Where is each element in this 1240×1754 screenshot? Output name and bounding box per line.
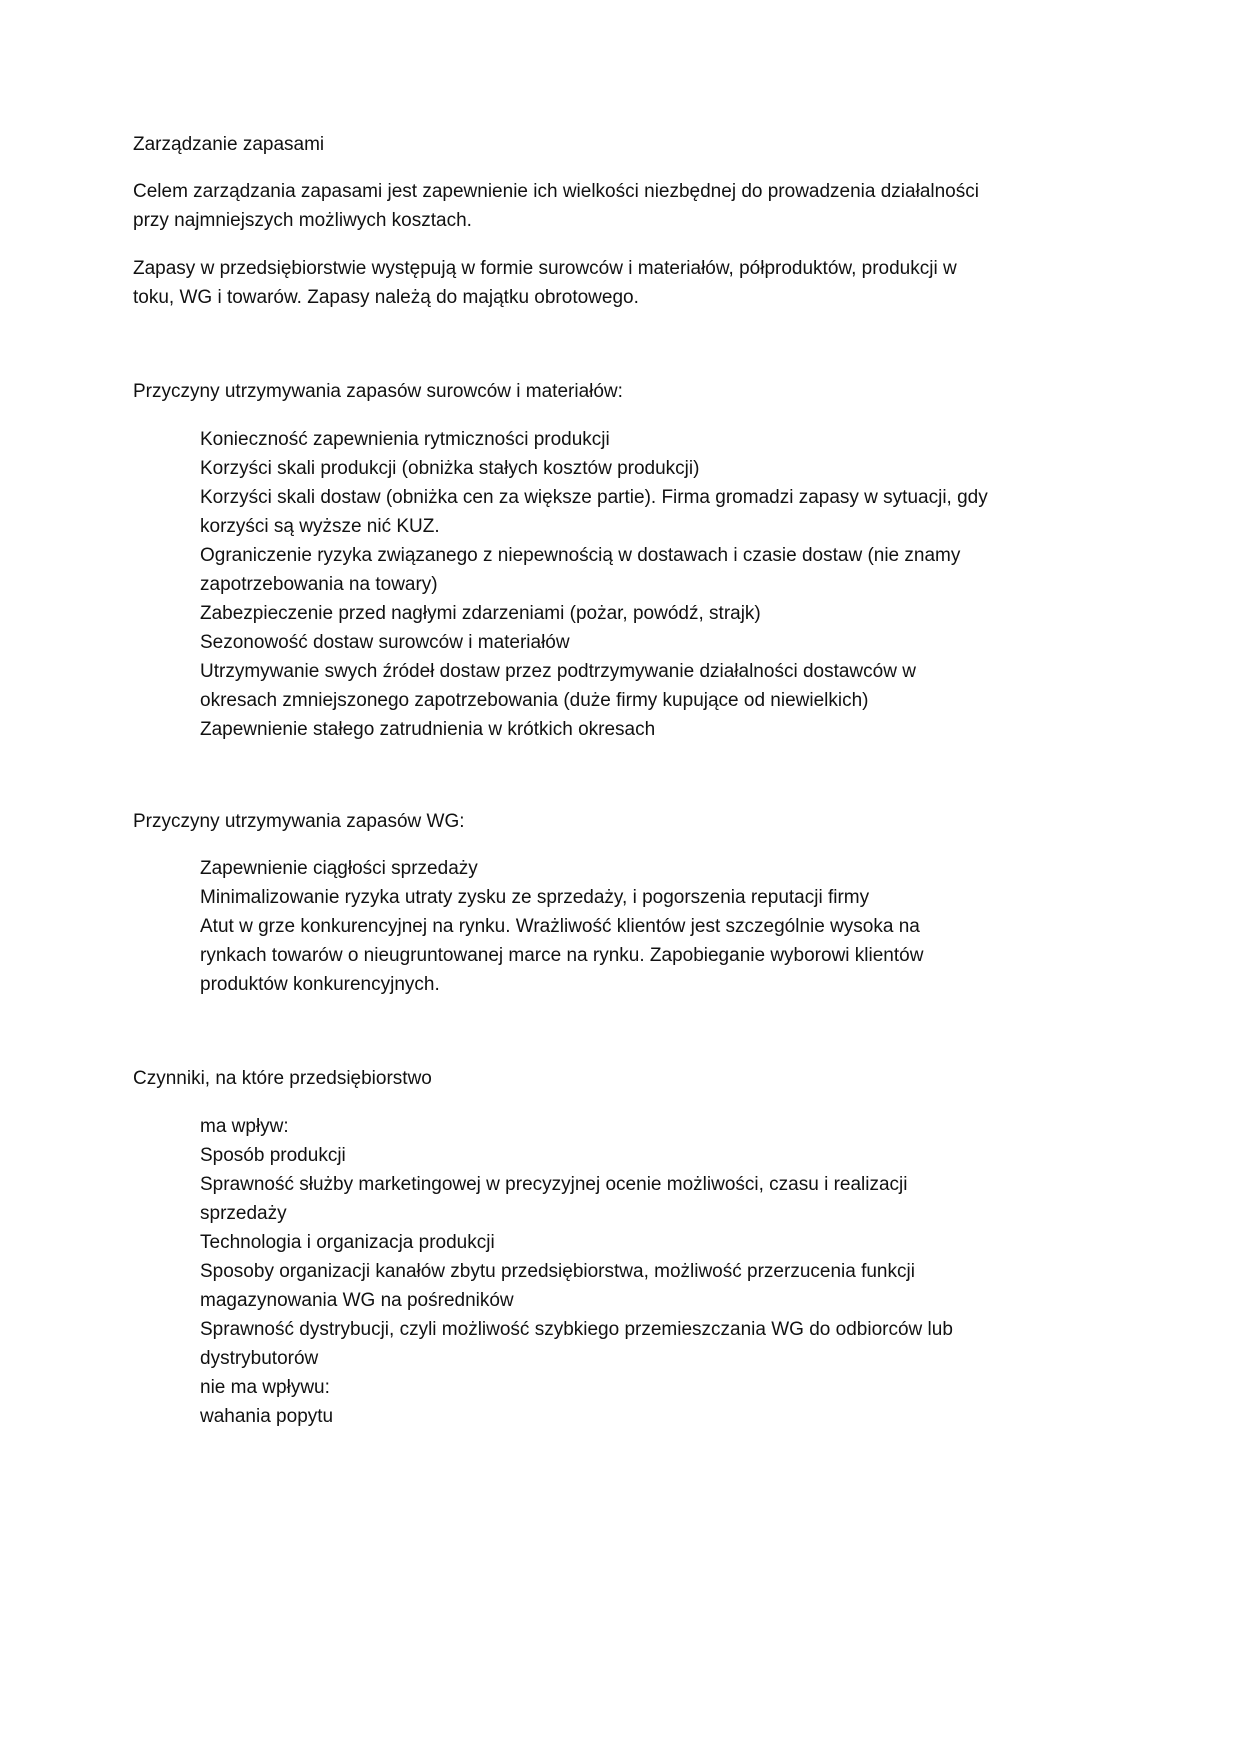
- list-item: [200, 1373, 953, 1402]
- section3-heading: [133, 1064, 432, 1093]
- list-item-line: Sprawność służby marketingowej w precyzyjnej ocenie możliwości, czasu i realizacji: [200, 1174, 908, 1195]
- list-item: [200, 599, 988, 628]
- list-item-line: Zabezpieczenie przed nagłymi zdarzeniami (pożar, powódź, strajk): [200, 603, 761, 624]
- list-item: [200, 854, 923, 883]
- list-item: [200, 1257, 953, 1315]
- list-item-line: nie ma wpływu:: [200, 1377, 330, 1398]
- list-item: [200, 883, 923, 912]
- list-item-line: rynkach towarów o nieugruntowanej marce na rynku. Zapobieganie wyborowi klientów: [200, 945, 924, 966]
- list-item-line: Konieczność zapewnienia rytmiczności produkcji: [200, 429, 610, 450]
- list-item: [200, 541, 988, 599]
- list-item-line: korzyści są wyższe nić KUZ.: [200, 516, 440, 537]
- list-item-line: Korzyści skali dostaw (obniżka cen za większe partie). Firma gromadzi zapasy w sytuacji, gdy: [200, 487, 988, 508]
- list-item-line: Sezonowość dostaw surowców i materiałów: [200, 632, 570, 653]
- list-item: [200, 912, 923, 999]
- text-line: przy najmniejszych możliwych kosztach.: [133, 210, 472, 231]
- list-item-line: Minimalizowanie ryzyka utraty zysku ze sprzedaży, i pogorszenia reputacji firmy: [200, 887, 870, 908]
- list-item-line: Sposób produkcji: [200, 1145, 346, 1166]
- heading-text: Czynniki, na które przedsiębiorstwo: [133, 1068, 432, 1089]
- list-item-line: magazynowania WG na pośredników: [200, 1290, 514, 1311]
- list-item-line: wahania popytu: [200, 1406, 334, 1427]
- list-item-line: Sprawność dystrybucji, czyli możliwość szybkiego przemieszczania WG do odbiorców lub: [200, 1319, 953, 1340]
- heading-text: Przyczyny utrzymywania zapasów surowców i materiałów:: [133, 381, 623, 402]
- list-item: [200, 715, 988, 744]
- list-item-line: Korzyści skali produkcji (obniżka stałych kosztów produkcji): [200, 458, 700, 479]
- text-line: Zapasy w przedsiębiorstwie występują w formie surowców i materiałów, półproduktów, produkcji w: [133, 258, 957, 279]
- list-item-line: produktów konkurencyjnych.: [200, 974, 440, 995]
- list-item: [200, 628, 988, 657]
- heading-text: Przyczyny utrzymywania zapasów WG:: [133, 811, 465, 832]
- list-item: [200, 1315, 953, 1373]
- list-item: [200, 1112, 953, 1141]
- list-item: [200, 425, 988, 454]
- list-item-line: Zapewnienie stałego zatrudnienia w krótkich okresach: [200, 719, 656, 740]
- list-item-line: zapotrzebowania na towary): [200, 574, 438, 595]
- list-item: [200, 1170, 953, 1228]
- list-item: [200, 454, 988, 483]
- list-item-line: Technologia i organizacja produkcji: [200, 1232, 495, 1253]
- list-item: [200, 1228, 953, 1257]
- intro-paragraph-2: [133, 254, 957, 312]
- section2-list: [200, 854, 923, 999]
- list-item-line: Zapewnienie ciągłości sprzedaży: [200, 858, 478, 879]
- list-item: [200, 657, 988, 715]
- list-item-line: dystrybutorów: [200, 1348, 319, 1369]
- list-item-line: Utrzymywanie swych źródeł dostaw przez podtrzymywanie działalności dostawców w: [200, 661, 916, 682]
- list-item-line: Atut w grze konkurencyjnej na rynku. Wrażliwość klientów jest szczególnie wysoka na: [200, 916, 920, 937]
- text-line: Celem zarządzania zapasami jest zapewnienie ich wielkości niezbędnej do prowadzenia działalności: [133, 181, 979, 202]
- text-line: toku, WG i towarów. Zapasy należą do majątku obrotowego.: [133, 287, 639, 308]
- document-title: [133, 130, 324, 159]
- list-item: [200, 1402, 953, 1431]
- list-item-line: Ograniczenie ryzyka związanego z niepewnością w dostawach i czasie dostaw (nie znamy: [200, 545, 961, 566]
- intro-paragraph-1: [133, 177, 979, 235]
- title-text: Zarządzanie zapasami: [133, 134, 325, 155]
- list-item-line: sprzedaży: [200, 1203, 287, 1224]
- section3-list: [200, 1112, 953, 1431]
- section1-heading: [133, 377, 623, 406]
- list-item: [200, 483, 988, 541]
- list-item: [200, 1141, 953, 1170]
- section1-list: [200, 425, 988, 744]
- list-item-line: Sposoby organizacji kanałów zbytu przedsiębiorstwa, możliwość przerzucenia funkcji: [200, 1261, 915, 1282]
- section2-heading: [133, 807, 465, 836]
- list-item-line: ma wpływ:: [200, 1116, 289, 1137]
- list-item-line: okresach zmniejszonego zapotrzebowania (duże firmy kupujące od niewielkich): [200, 690, 869, 711]
